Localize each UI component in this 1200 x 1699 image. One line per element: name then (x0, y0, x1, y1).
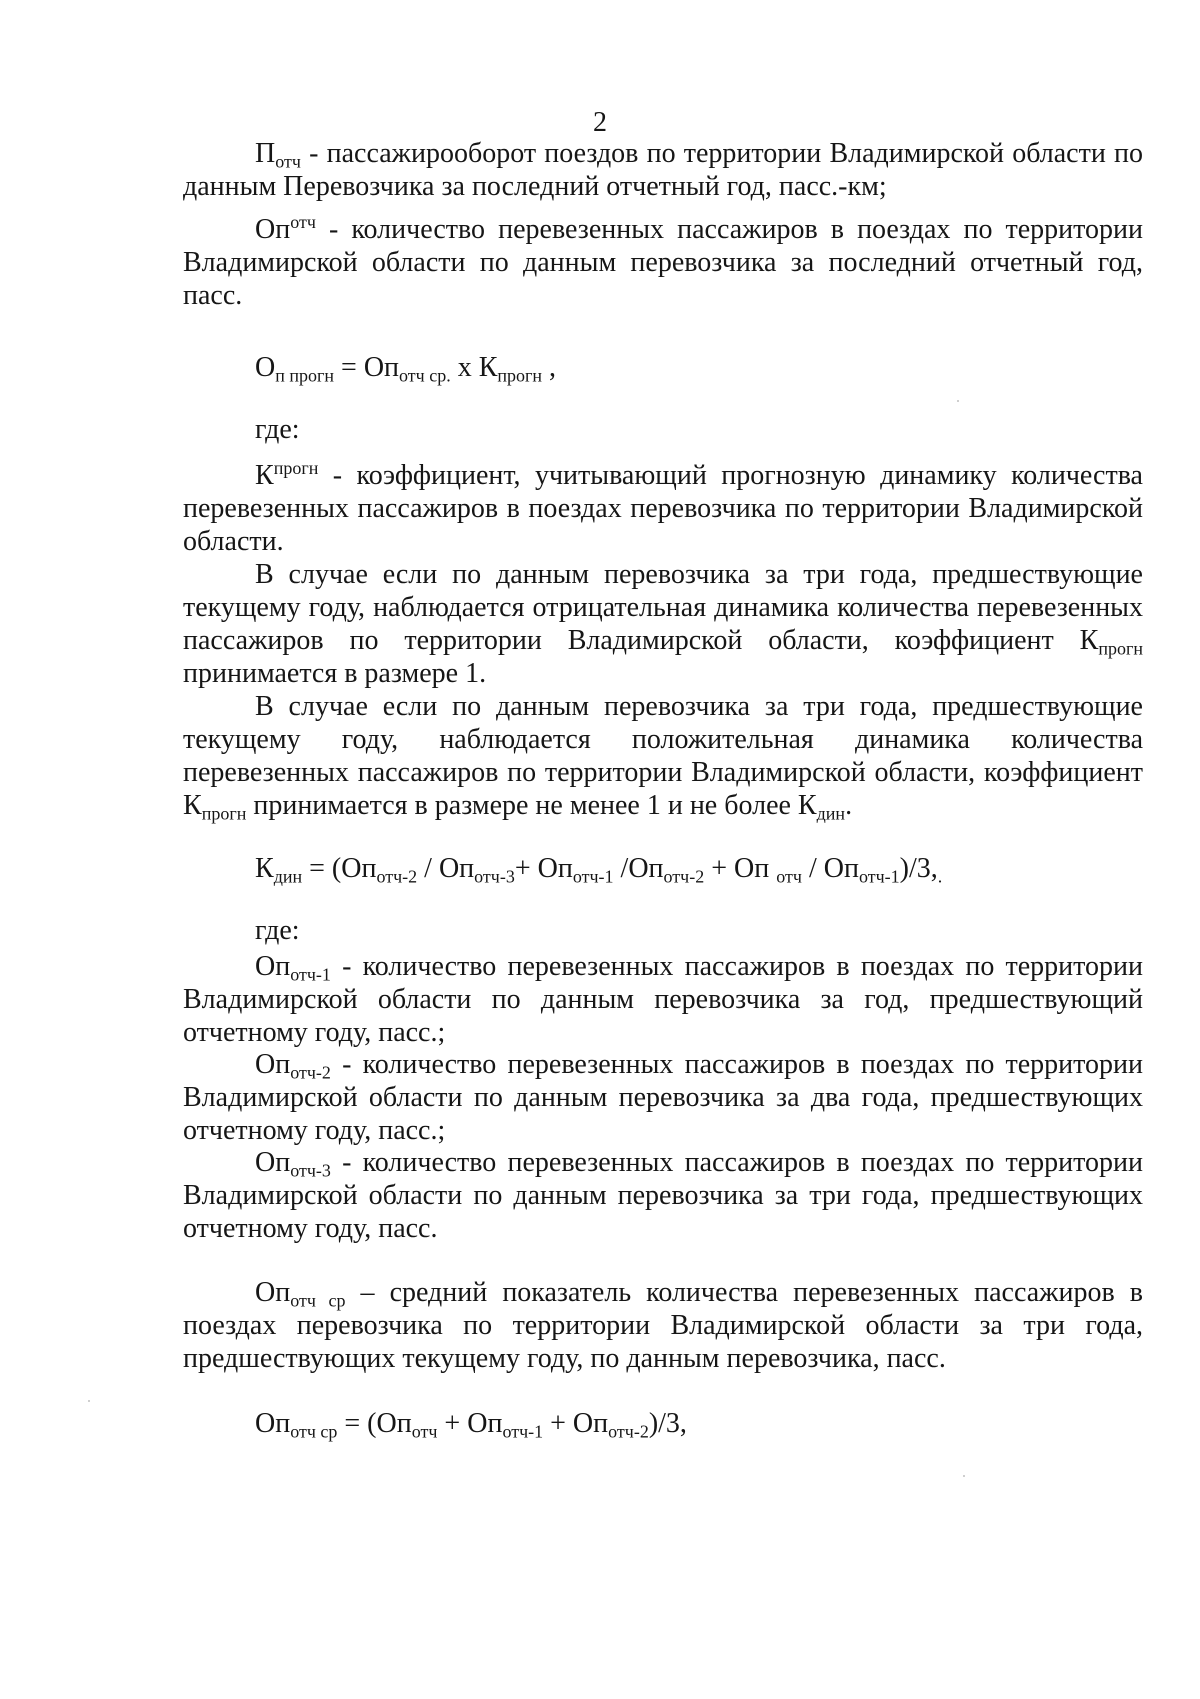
negative-dynamics-paragraph: В случае если по данным перевозчика за три года, предшествующие текущему году, наблюдается отрицательная динамика количества перевезенных пассажиров по территории Владимирской области, коэффициент $К_{прогн}$ принимается в размере 1. (183, 559, 1143, 689)
formula-o-progn: $О_{п прогн} = Оп_{отч ср.}$ x $К_{прогн}$ , (255, 352, 557, 386)
p-otch-definition: $П_{отч}$ - пассажирооборот поездов по территории Владимирской области по данным Перевозчика за последний отчетный год, пасс.-км; (183, 138, 1143, 202)
scan-speck (88, 1400, 90, 1402)
op-otch-1-definition: $Оп_{отч-1}$ - количество перевезенных пассажиров в поездах по территории Владимирской области по данным перевозчика за год, предшествующий отчетному году, пасс.; (183, 951, 1143, 1048)
page-number: 2 (593, 107, 607, 138)
where-label: где: (255, 414, 300, 445)
positive-dynamics-paragraph: В случае если по данным перевозчика за три года, предшествующие текущему году, наблюдается положительная динамика количества перевезенных пассажиров по территории Владимирской области, коэффициент $К_{прогн}$ принимается в размере не менее 1 и не более $К_{дин}$. (183, 691, 1143, 824)
op-otch-definition: $Оп^{отч}$ - количество перевезенных пассажиров в поездах по территории Владимирской области по данным перевозчика за последний отчетный год, пасс. (183, 212, 1143, 311)
op-otch-2-definition: $Оп_{отч-2}$ - количество перевезенных пассажиров в поездах по территории Владимирской области по данным перевозчика за два года, предшествующих отчетному году, пасс.; (183, 1049, 1143, 1146)
k-progn-definition: $К^{прогн}$ - коэффициент, учитывающий прогнозную динамику количества перевезенных пассажиров в поездах перевозчика по территории Владимирской области. (183, 458, 1143, 557)
formula-k-din: $К_{дин} = (Оп_{отч-2} / Оп_{отч-3}+ Оп_{отч-1}$ $/Оп_{отч-2}$ + Оп $_{отч} / Оп_{отч-1})/3,_.$ (255, 853, 943, 887)
op-otch-3-definition: $Оп_{отч-3}$ - количество перевезенных пассажиров в поездах по территории Владимирской области по данным перевозчика за три года, предшествующих отчетному году, пасс. (183, 1147, 1143, 1244)
where-label-2: где: (255, 915, 300, 946)
scan-speck (957, 400, 959, 402)
scan-speck (963, 1475, 965, 1477)
formula-op-otch-avg: $Оп_{отч ср} = (Оп_{отч} + Оп_{отч-1} + Оп_{отч-2})/3$, (255, 1408, 687, 1442)
op-otch-avg-definition: $Оп_{отч ср}$ – средний показатель количества перевезенных пассажиров в поездах перевозчика по территории Владимирской области за три года, предшествующих текущему году, по данным перевозчика, пасс. (183, 1277, 1143, 1374)
